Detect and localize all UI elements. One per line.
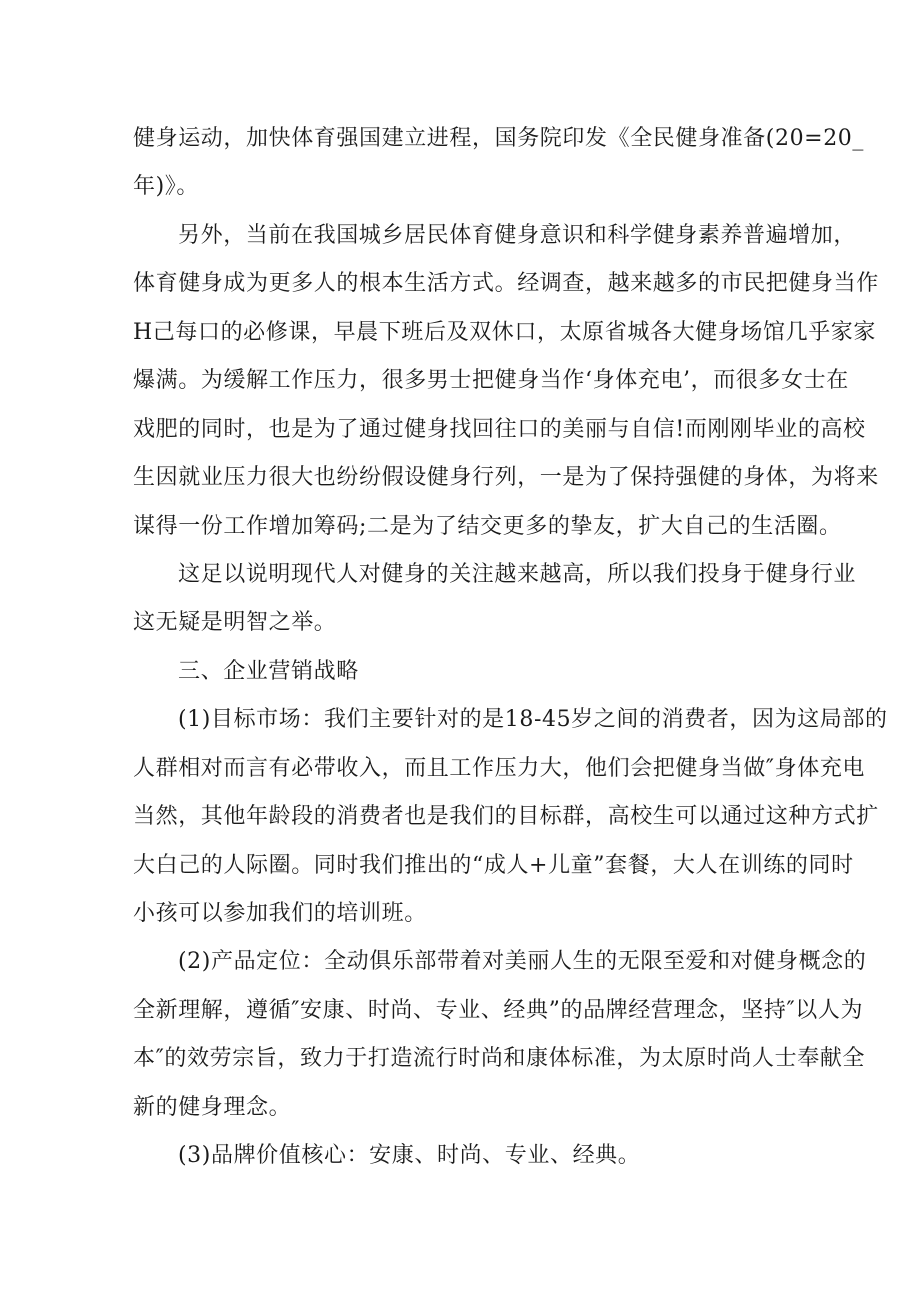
text-line: 爆满。为缓解工作压力，很多男士把健身当作‘身体充电’，而很多女士在 (133, 368, 849, 393)
text-line: 大白己的人际圈。同时我们推出的“成人+儿童”套餐，大人在训练的同时 (133, 853, 854, 878)
paragraph-start-line: (1)目标市场：我们主要针对的是18-45岁之间的消费者，因为这局部的 (178, 707, 888, 732)
text-line: 健身运动，加快体育强国建立进程，国务院印发《全民健身准备(20=20_ (133, 126, 865, 151)
paragraph-start-line: (3)品牌价值核心：安康、时尚、专业、经典。 (178, 1143, 641, 1168)
text-line: 谋得一份工作增加筹码;二是为了结交更多的挚友，扩大自己的生活圈。 (133, 514, 842, 539)
text-line: 全新理解，遵循″安康、时尚、专业、经典”的品牌经营理念，坚持″以人为 (133, 998, 864, 1023)
text-line: 人群相对而言有必带收入，而且工作压力大，他们会把健身当做″身体充电 (133, 756, 866, 781)
text-line: 这无疑是明智之举。 (133, 610, 337, 635)
paragraph-start-line: 这足以说明现代人对健身的关注越来越高，所以我们投身于健身行业 (178, 562, 857, 587)
text-line: 当然，其他年龄段的消费者也是我们的目标群，高校生可以通过这种方式扩 (133, 804, 879, 829)
text-line: 小孩可以参加我们的培训班。 (133, 901, 427, 926)
text-line: 本″的效劳宗旨，致力于打造流行时尚和康体标准，为太原时尚人士奉献全 (133, 1046, 866, 1071)
text-line: 新的健身理念。 (133, 1095, 292, 1120)
text-line: H己每口的必修课，早晨下班后及双休口，太原省城各大健身场馆几乎家家 (133, 320, 876, 345)
text-line: 年)》。 (133, 174, 199, 199)
section-heading: 三、企业营销战略 (178, 659, 359, 684)
text-line: 体育健身成为更多人的根本生活方式。经调查，越来越多的市民把健身当作 (133, 271, 879, 296)
paragraph-start-line: 另外，当前在我国城乡居民体育健身意识和科学健身素养普遍增加， (178, 223, 857, 248)
paragraph-start-line: (2)产品定位：全动俱乐部带着对美丽人生的无限至爱和对健身概念的 (178, 949, 867, 974)
text-line: 生因就业压力很大也纷纷假设健身行列，一是为了保持强健的身体，为将来 (133, 465, 879, 490)
text-line: 戏肥的同时，也是为了通过健身找回往口的美丽与自信!而刚刚毕业的高校 (133, 417, 866, 442)
